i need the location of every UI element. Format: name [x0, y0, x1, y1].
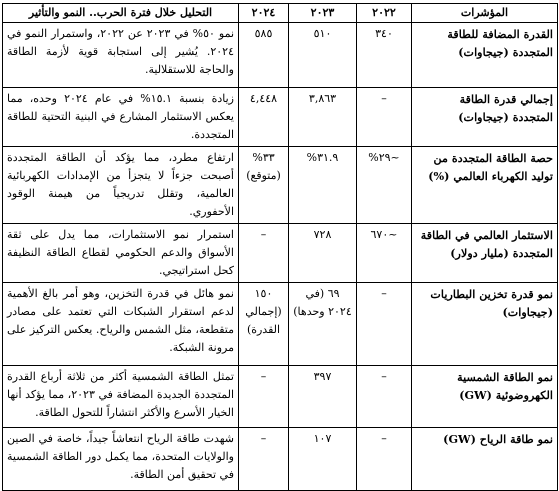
indicator-cell: الاستثمار العالمي في الطاقة المتجددة (مليار دولار) — [412, 224, 558, 283]
value-2024-cell: – — [239, 224, 289, 283]
indicator-cell: نمو طاقة الرياح (GW) — [412, 428, 558, 491]
value-2023-cell: ٦٩ (في ٢٠٢٤ وحدها) — [289, 283, 357, 366]
header-2022: ٢٠٢٢ — [357, 4, 412, 23]
value-2023-cell: ٧٢٨ — [289, 224, 357, 283]
value-2023-cell: ٣٩٧ — [289, 366, 357, 428]
analysis-cell: شهدت طاقة الرياح انتعاشاً جيداً، خاصة في الصين والولايات المتحدة، مما يكمل دور الطاقة الشمسية في تحقيق أمن الطاقة. — [3, 428, 239, 491]
table-row — [3, 88, 558, 147]
table-row — [3, 428, 558, 491]
analysis-cell: تمثل الطاقة الشمسية أكثر من ثلاثة أرباع القدرة المتجددة الجديدة المضافة في ٢٠٢٣، مما يؤكد أنها الخيار الأسرع والأكثر انتشاراً للتحول الطاقة. — [3, 366, 239, 428]
analysis-cell: استمرار نمو الاستثمارات، مما يدل على ثقة الأسواق والدعم الحكومي لقطاع الطاقة النظيفة كحل استراتيجي. — [3, 224, 239, 283]
header-2023: ٢٠٢٣ — [289, 4, 357, 23]
value-2024-cell: – — [239, 366, 289, 428]
value-2023-cell: ٣,٨٦٣ — [289, 88, 357, 147]
analysis-cell: ارتفاع مطرد، مما يؤكد أن الطاقة المتجددة أصبحت جزءاً لا يتجزأ من الإمدادات الكهربائية العالمية، وتقلل تدريجياً من هيمنة الوقود الأحفوري. — [3, 147, 239, 224]
table-row — [3, 283, 558, 366]
header-analysis: التحليل خلال فترة الحرب.. النمو والتأثير — [3, 4, 239, 23]
table-row — [3, 366, 558, 428]
indicator-cell: نمو قدرة تخزين البطاريات (جيجاوات) — [412, 283, 558, 366]
analysis-cell: زيادة بنسبة ١٥.١% في عام ٢٠٢٤ وحده، مما يعكس الاستثمار المشارع في البنية التحتية للطاقة المتجددة. — [3, 88, 239, 147]
indicator-cell: إجمالي قدرة الطاقة المتجددة (جيجاوات) — [412, 88, 558, 147]
header-row — [3, 4, 558, 23]
header-indicators: المؤشرات — [412, 4, 558, 23]
value-2024-cell: – — [239, 428, 289, 491]
value-2022-cell: ~٦٧٠ — [357, 224, 412, 283]
value-2022-cell: – — [357, 88, 412, 147]
value-2024-cell: ٥٨٥ — [239, 23, 289, 88]
table-row — [3, 147, 558, 224]
table-container — [2, 3, 558, 491]
analysis-cell: نمو ٥٠% في ٢٠٢٣ عن ٢٠٢٢، واستمرار النمو في ٢٠٢٤. يُشير إلى استجابة قوية لأزمة الطاقة والحاجة للاستقلالية. — [3, 23, 239, 88]
header-2024: ٢٠٢٤ — [239, 4, 289, 23]
renewables-table — [2, 3, 558, 491]
table-row — [3, 23, 558, 88]
value-2022-cell: – — [357, 366, 412, 428]
indicator-cell: القدرة المضافة للطاقة المتجددة (جيجاوات) — [412, 23, 558, 88]
value-2023-cell: ٣١.٩% — [289, 147, 357, 224]
value-2023-cell: ١٠٧ — [289, 428, 357, 491]
table-row — [3, 224, 558, 283]
indicator-cell: حصة الطاقة المتجددة من توليد الكهرباء العالمي (%) — [412, 147, 558, 224]
value-2024-cell: ٤,٤٤٨ — [239, 88, 289, 147]
value-2024-cell: ١٥٠ (إجمالي القدرة) — [239, 283, 289, 366]
value-2022-cell: – — [357, 428, 412, 491]
value-2022-cell: – — [357, 283, 412, 366]
value-2023-cell: ٥١٠ — [289, 23, 357, 88]
indicator-cell: نمو الطاقة الشمسية الكهروضوئية (GW) — [412, 366, 558, 428]
value-2024-cell: ٣٣% (متوقع) — [239, 147, 289, 224]
value-2022-cell: ~٢٩% — [357, 147, 412, 224]
value-2022-cell: ٣٤٠ — [357, 23, 412, 88]
analysis-cell: نمو هائل في قدرة التخزين، وهو أمر بالغ الأهمية لدعم استقرار الشبكات التي تعتمد على مصادر متقطعة، مثل الشمس والرياح. يعكس التركيز على مرونة الشبكة. — [3, 283, 239, 366]
